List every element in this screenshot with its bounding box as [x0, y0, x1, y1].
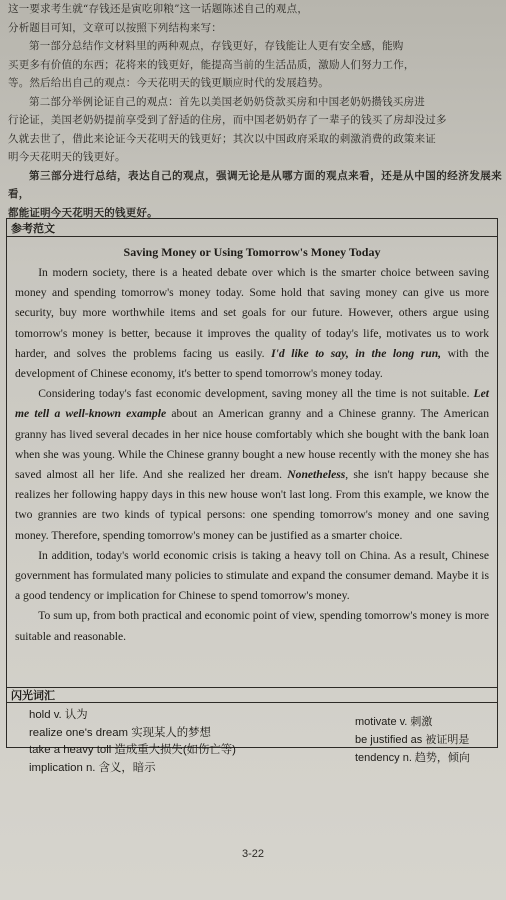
- vocab-header: [7, 687, 497, 703]
- essay-paragraph-2: Considering today's fast economic development, saving money all the time is not suitable. Let me tell a well-known example about an American granny and a Chinese granny. The American granny has lived several decades in her nice house comfortably which she bought with the bank loan when she was young. While the Chinese granny bought a new house recently with the money she has saved almost all her life. And she realized her dream. Nonetheless, she isn't happy because she realizes her following happy days in this new house won't last long. From this example, we know the two grannies are two kinds of typical persons: one spending tomorrow's money and one saving money. Therefore, spending tomorrow's money can be justified as a smarter choice.: [15, 387, 489, 542]
- vocab-item: take a heavy toll 造成重大损失(如伤亡等): [29, 744, 236, 756]
- vocab-item: be justified as 被证明是: [355, 734, 470, 746]
- essay-paragraph-3: In addition, today's world economic crisis is taking a heavy toll on China. As a result, Chinese government has formulated many policies to stimulate and expand the consumer demand. Maybe it is a good tendency or implication for Chinese to spend tomorrow's money.: [15, 548, 489, 603]
- analysis-line: 第一部分总结作文材料里的两种观点，存钱更好，存钱能让人更有安全感，能购: [29, 40, 404, 52]
- vocab-list-right: [355, 713, 470, 767]
- analysis-section: [8, 0, 502, 222]
- analysis-line: 第三部分进行总结，表达自己的观点，强调无论是从哪方面的观点来看，还是从中国的经济发展来看，: [8, 169, 502, 200]
- highlight-phrase: I'd like to say, in the long run,: [271, 346, 442, 360]
- essay-title: Saving Money or Using Tomorrow's Money Today: [123, 245, 381, 259]
- analysis-line: 等。然后给出自己的观点：今天花明天的钱更顺应时代的发展趋势。: [8, 77, 329, 89]
- vocab-label: 闪光词汇: [11, 689, 55, 702]
- sample-essay-box: [6, 218, 498, 774]
- analysis-line: 明今天花明天的钱更好。: [8, 151, 126, 163]
- page-number: 3-22: [241, 848, 265, 860]
- essay-body: [7, 237, 497, 647]
- analysis-line: 第二部分举例论证自己的观点：首先以美国老奶奶贷款买房和中国老奶奶攒钱买房进: [29, 95, 425, 108]
- vocab-item: tendency n. 趋势，倾向: [355, 752, 470, 764]
- highlight-phrase: Let me tell a well-known example: [15, 387, 489, 421]
- analysis-line: 都能证明今天花明天的钱更好。: [8, 206, 158, 219]
- highlight-phrase: Nonetheless: [287, 468, 346, 482]
- analysis-line: 分析题目可知，文章可以按照下列结构来写：: [8, 21, 222, 34]
- sample-essay-label: 参考范文: [11, 221, 55, 235]
- sample-essay-header: [7, 219, 497, 237]
- vocab-item: motivate v. 刺激: [355, 716, 433, 728]
- analysis-line: 这一要求考生就“存钱还是寅吃卯粮”这一话题陈述自己的观点，: [8, 3, 309, 15]
- vocab-item: hold v. 认为: [29, 709, 88, 721]
- analysis-line: 买更多有价值的东西；花将来的钱更好，能提高当前的生活品质，激励人们努力工作，: [8, 58, 415, 71]
- vocab-item: realize one's dream 实现某人的梦想: [29, 726, 211, 739]
- essay-paragraph-1: In modern society, there is a heated debate over which is the smarter choice between saving money and spending tomorrow's money today. Some hold that saving money can give us more security, buy more worthwhile items and set goals for our future. However, others argue using tomorrow's money is better, because it improves the quality of today's life, motivates us to work harder, and solves the problems facing us easily. I'd like to say, in the long run, with the development of Chinese economy, it's better to spend tomorrow's money today.: [15, 266, 490, 381]
- analysis-line: 久就去世了，借此来论证今天花明天的钱更好；其次以中国政府采取的刺激消费的政策来证: [8, 132, 436, 145]
- essay-paragraph-4: To sum up, from both practical and economic point of view, spending tomorrow's money is more suitable and reasonable.: [15, 609, 489, 643]
- vocab-list-left: [29, 707, 236, 777]
- vocab-item: implication n. 含义，暗示: [29, 761, 156, 774]
- analysis-line: 行论证，美国老奶奶提前享受到了舒适的住房，而中国老奶奶存了一辈子的钱买了房却没过多: [8, 114, 447, 126]
